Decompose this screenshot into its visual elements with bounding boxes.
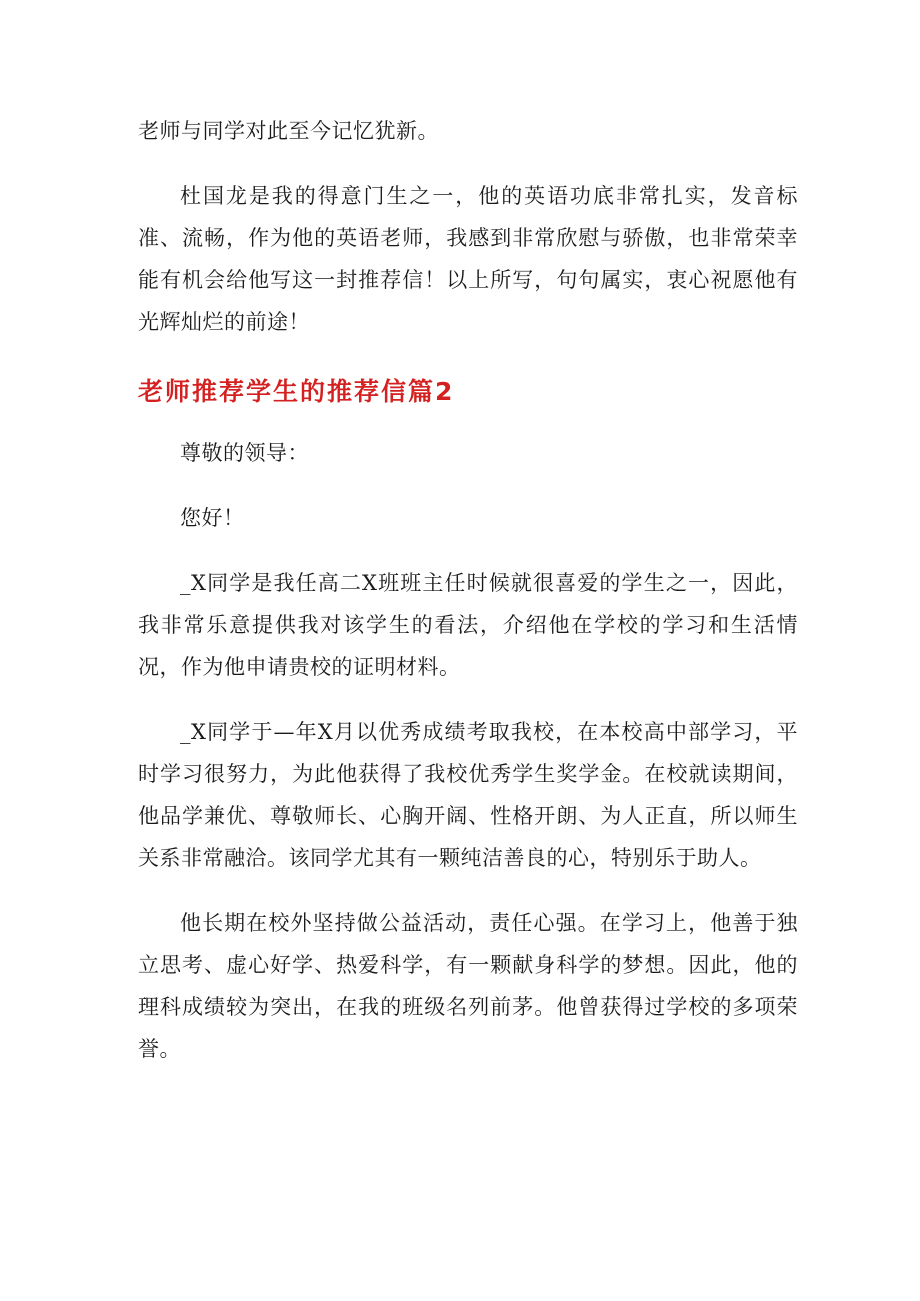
paragraph-intro: _X同学是我任高二X班班主任时候就很喜爱的学生之一，因此，我非常乐意提供我对该学生的看法，介绍他在学校的学习和生活情况，作为他申请贵校的证明材料。 — [138, 571, 798, 679]
document-body — [138, 110, 798, 1093]
paragraph-activities: 他长期在校外坚持做公益活动，责任心强。在学习上，他善于独立思考、虚心好学、热爱科学，有一颗献身科学的梦想。因此，他的理科成绩较为突出，在我的班级名列前茅。他曾获得过学校的多项荣誉。 — [138, 911, 798, 1061]
section-heading: 老师推荐学生的推荐信篇2 — [138, 377, 455, 406]
paragraph-closing: 杜国龙是我的得意门生之一，他的英语功底非常扎实，发音标准、流畅，作为他的英语老师，我感到非常欣慰与骄傲，也非常荣幸能有机会给他写这一封推荐信！以上所写，句句属实，衷心祝愿他有光辉灿烂的前途！ — [138, 184, 798, 334]
paragraph-study: _X同学于—年X月以优秀成绩考取我校，在本校高中部学习，平时学习很努力，为此他获得了我校优秀学生奖学金。在校就读期间，他品学兼优、尊敬师长、心胸开阔、性格开朗、为人正直，所以师生关系非常融洽。该同学尤其有一颗纯洁善良的心，特别乐于助人。 — [138, 720, 798, 870]
paragraph-continuation: 老师与同学对此至今记忆犹新。 — [138, 119, 439, 143]
greeting: 您好！ — [180, 506, 245, 530]
salutation: 尊敬的领导： — [180, 441, 309, 465]
